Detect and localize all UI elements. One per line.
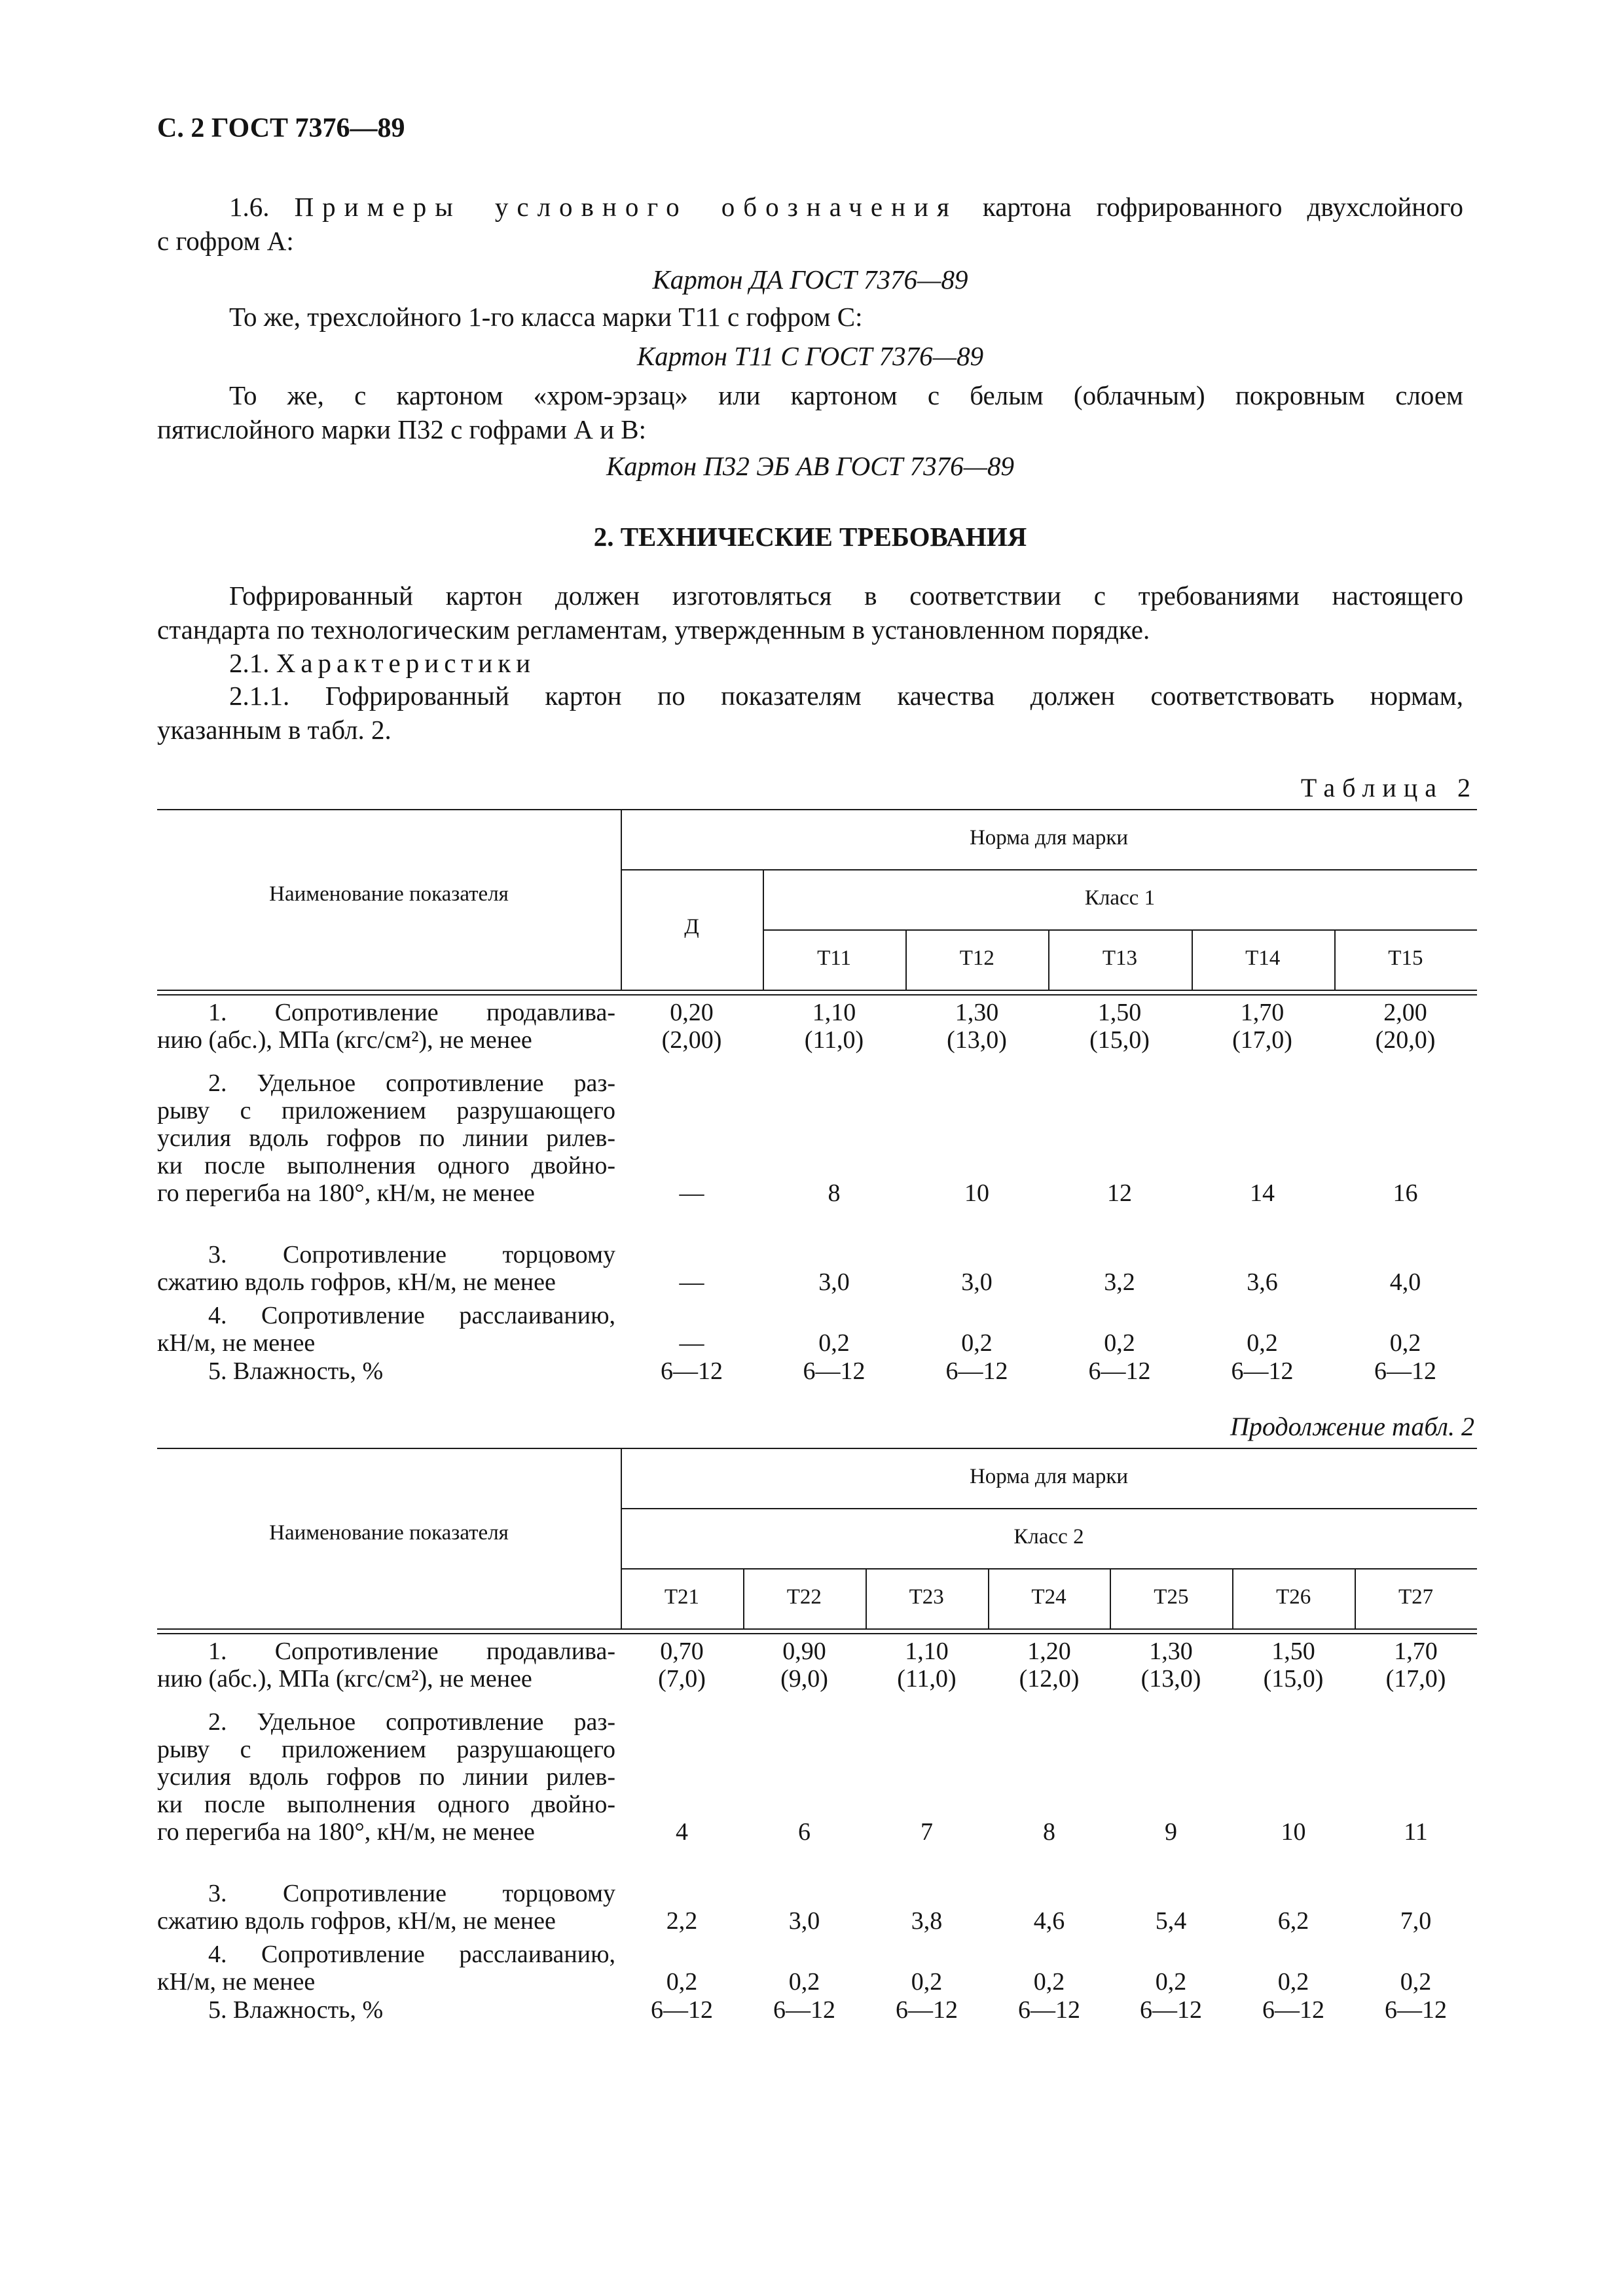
row-label: [157, 1996, 615, 2024]
cell-line: (11,0): [897, 1665, 957, 1693]
table-cell: 10: [964, 1179, 989, 1207]
cell-line: 1,70: [1240, 999, 1285, 1026]
header-class: Класс 2: [1013, 1525, 1084, 1549]
grade-header-2: Т23: [909, 1585, 944, 1609]
header-parameter-name: Наименование показателя: [269, 882, 509, 906]
cell-line: 1,10: [812, 999, 856, 1026]
table-cell: 6—12: [1231, 1357, 1294, 1385]
row-label-line: усилия вдоль гофров по линии рилев-: [157, 1124, 615, 1152]
table-cell: [1110, 1638, 1232, 1693]
table-cell: 0,2: [1247, 1329, 1278, 1357]
table-cell: —: [679, 1179, 704, 1207]
paragraph-line: указанным в табл. 2.: [157, 715, 392, 745]
header-norm: Норма для марки: [969, 826, 1129, 850]
table-cell: 4,0: [1389, 1268, 1421, 1296]
header-parameter-name: Наименование показателя: [269, 1521, 509, 1545]
table-cell: [905, 999, 1048, 1054]
table-cell: 2,2: [666, 1907, 698, 1935]
table-cell: 0,2: [666, 1968, 698, 1996]
table-cell: —: [679, 1329, 704, 1357]
table-cell: 0,2: [788, 1968, 820, 1996]
table-rule: [621, 1508, 1477, 1509]
table-cell: 3,0: [818, 1268, 850, 1296]
table-cell: 0,2: [1400, 1968, 1432, 1996]
row-label: [157, 999, 615, 1054]
table-rule: [763, 929, 1477, 931]
grade-header-1: Т22: [786, 1585, 822, 1609]
table-cell: 6—12: [945, 1357, 1008, 1385]
row-label: [157, 1638, 615, 1693]
paragraph-line: пятислойного марки П32 с гофрами А и В:: [157, 414, 647, 444]
table-cell: 0,2: [1155, 1968, 1187, 1996]
cell-line: (11,0): [804, 1026, 864, 1054]
row-label: [157, 1941, 615, 1996]
paragraph-line: стандарта по технологическим регламентам, утвержденным в установленном порядке.: [157, 615, 1150, 645]
grade-header-6: Т27: [1398, 1585, 1434, 1609]
table-cell: 0,2: [911, 1968, 943, 1996]
table-cell: 0,2: [1104, 1329, 1135, 1357]
clause-2-1: [157, 646, 1463, 680]
paragraph-same-5ply: [157, 378, 1463, 446]
table-caption-continuation: Продолжение табл. 2: [1230, 1412, 1474, 1441]
paragraph-line: Гофрированный картон должен изготовляться в соответствии с требованиями настоящего: [229, 581, 1463, 611]
cell-line: 1,20: [1027, 1638, 1071, 1665]
paragraph-text: картона гофрированного двухслойного: [982, 192, 1464, 222]
table-cell: 0,2: [1277, 1968, 1309, 1996]
table-cell: 4: [676, 1818, 688, 1846]
table-cell: 5,4: [1155, 1907, 1187, 1935]
table-rule: [621, 869, 1477, 870]
table-rule: [1110, 1568, 1111, 1628]
section-title: 2. ТЕХНИЧЕСКИЕ ТРЕБОВАНИЯ: [593, 522, 1027, 552]
table-cell: 6—12: [803, 1357, 866, 1385]
cell-line: 1,30: [1149, 1638, 1193, 1665]
grade-header-1: Т12: [959, 946, 994, 970]
paragraph-same-3ply: [157, 300, 1463, 334]
cell-line: 1,50: [1271, 1638, 1315, 1665]
table-cell: 7,0: [1400, 1907, 1432, 1935]
header-class: Класс 1: [1084, 886, 1156, 910]
grade-header-4: Т25: [1154, 1585, 1189, 1609]
table-cell: 6—12: [1262, 1996, 1324, 2024]
paragraph-1-6: [157, 190, 1463, 258]
table-cell: 14: [1250, 1179, 1275, 1207]
table-cell: 0,2: [818, 1329, 850, 1357]
row-label: [157, 1357, 615, 1385]
cell-line: (13,0): [1140, 1665, 1201, 1693]
row-label: [157, 1302, 615, 1357]
row-label-line: 3. Сопротивление торцовому: [208, 1241, 615, 1268]
table-rule: [1232, 1568, 1233, 1628]
grade-header-3: Т14: [1245, 946, 1281, 970]
row-label-line: рыву с приложением разрушающего: [157, 1097, 615, 1124]
clause-2-1-1: [157, 679, 1463, 747]
row-label-line: нию (абс.), МПа (кгс/см²), не менее: [157, 1665, 532, 1693]
row-label-line: ки после выполнения одного двойно-: [157, 1791, 615, 1818]
cell-line: 1,70: [1394, 1638, 1438, 1665]
table-cell: 3,8: [911, 1907, 943, 1935]
table-rule: [157, 990, 1477, 996]
cell-line: (17,0): [1385, 1665, 1446, 1693]
grade-header-2: Т13: [1102, 946, 1138, 970]
header-grade-d: Д: [684, 915, 699, 939]
row-label: [157, 1069, 615, 1207]
table-cell: 6—12: [651, 1996, 713, 2024]
cell-line: 0,70: [660, 1638, 704, 1665]
table-rule: [743, 1568, 744, 1628]
row-label-line: кН/м, не менее: [157, 1968, 316, 1996]
spaced-term: Примеры условного обозначения: [294, 192, 958, 222]
table-rule: [988, 1568, 989, 1628]
table-cell: 3,6: [1247, 1268, 1278, 1296]
cell-line: 0,90: [782, 1638, 826, 1665]
table-cell: 6—12: [661, 1357, 723, 1385]
table-rule: [1334, 929, 1336, 990]
cell-line: (2,00): [661, 1026, 722, 1054]
table-2: [157, 809, 1477, 1385]
cell-line: (13,0): [947, 1026, 1007, 1054]
cell-line: (7,0): [658, 1665, 706, 1693]
table-cell: 7: [921, 1818, 933, 1846]
row-label-line: 4. Сопротивление расслаиванию,: [208, 1302, 615, 1329]
cell-line: (17,0): [1232, 1026, 1292, 1054]
designation-example-3: Картон П32 ЭБ АВ ГОСТ 7376—89: [606, 451, 1015, 481]
table-cell: 6—12: [1088, 1357, 1151, 1385]
row-label-line: 1. Сопротивление продавлива-: [208, 999, 615, 1026]
table-cell: 4,6: [1033, 1907, 1065, 1935]
table-cell: 16: [1393, 1179, 1418, 1207]
table-cell: 8: [1043, 1818, 1055, 1846]
table-cell: [621, 1638, 743, 1693]
paragraph-line: 2.1.1. Гофрированный картон по показателям качества должен соответствовать нормам,: [229, 681, 1463, 711]
table-cell: —: [679, 1268, 704, 1296]
table-rule: [1355, 1568, 1356, 1628]
cell-line: (12,0): [1019, 1665, 1080, 1693]
row-label-line: 5. Влажность, %: [208, 1357, 384, 1385]
cell-line: (15,0): [1263, 1665, 1324, 1693]
table-cell: [1232, 1638, 1355, 1693]
table-cell: 10: [1281, 1818, 1306, 1846]
cell-line: 0,20: [670, 999, 714, 1026]
cell-line: (9,0): [780, 1665, 828, 1693]
table-cell: 6—12: [896, 1996, 958, 2024]
table-cell: 11: [1404, 1818, 1428, 1846]
running-header: С. 2 ГОСТ 7376—89: [157, 113, 405, 143]
table-rule: [1048, 929, 1049, 990]
designation-example-2: Картон Т11 С ГОСТ 7376—89: [636, 341, 984, 371]
table-cell: 6—12: [1018, 1996, 1080, 2024]
row-label: [157, 1708, 615, 1846]
row-label: [157, 1241, 615, 1296]
table-cell: 0,2: [1389, 1329, 1421, 1357]
table-cell: 0,2: [961, 1329, 993, 1357]
row-label-line: го перегиба на 180°, кН/м, не менее: [157, 1179, 535, 1207]
table-cell: [621, 999, 763, 1054]
row-label-line: 1. Сопротивление продавлива-: [208, 1638, 615, 1665]
row-label-line: сжатию вдоль гофров, кН/м, не менее: [157, 1268, 556, 1296]
table-rule: [157, 809, 1477, 810]
paragraph-line: с гофром А:: [157, 226, 294, 256]
cell-line: 2,00: [1383, 999, 1427, 1026]
table-cell: 3,0: [961, 1268, 993, 1296]
table-cell: 6—12: [1385, 1996, 1447, 2024]
table-rule: [1192, 929, 1193, 990]
row-label-line: 5. Влажность, %: [208, 1996, 384, 2024]
table-cell: 9: [1165, 1818, 1177, 1846]
row-label-line: 2. Удельное сопротивление раз-: [208, 1069, 615, 1097]
table-cell: 3,0: [788, 1907, 820, 1935]
paragraph-line: То же, трехслойного 1-го класса марки Т11 с гофром С:: [229, 302, 863, 332]
spaced-term: Характеристики: [276, 648, 536, 678]
table-caption: Таблица 2: [1300, 773, 1478, 802]
row-label-line: сжатию вдоль гофров, кН/м, не менее: [157, 1907, 556, 1935]
table-rule: [866, 1568, 867, 1628]
table-cell: [1355, 1638, 1477, 1693]
row-label-line: 2. Удельное сопротивление раз-: [208, 1708, 615, 1736]
row-label-line: усилия вдоль гофров по линии рилев-: [157, 1763, 615, 1791]
table-cell: [1334, 999, 1477, 1054]
cell-line: 1,30: [955, 999, 999, 1026]
grade-header-0: Т11: [817, 946, 852, 970]
table-cell: 6: [798, 1818, 811, 1846]
table-rule: [621, 1568, 1477, 1570]
row-label-line: рыву с приложением разрушающего: [157, 1736, 615, 1763]
row-label-line: 3. Сопротивление торцовому: [208, 1880, 615, 1907]
table-cell: [763, 999, 905, 1054]
table-cell: 0,2: [1033, 1968, 1065, 1996]
table-cell: 3,2: [1104, 1268, 1135, 1296]
paragraph-line: То же, с картоном «хром-эрзац» или картоном с белым (облачным) покровным слоем: [229, 380, 1463, 410]
row-label: [157, 1880, 615, 1935]
grade-header-0: Т21: [664, 1585, 700, 1609]
table-cell: [1191, 999, 1334, 1054]
table-cell: [1048, 999, 1191, 1054]
cell-line: (20,0): [1375, 1026, 1436, 1054]
cell-line: (15,0): [1089, 1026, 1150, 1054]
table-cell: [866, 1638, 988, 1693]
grade-header-3: Т24: [1031, 1585, 1067, 1609]
table-rule: [157, 1448, 1477, 1449]
table-cell: [743, 1638, 866, 1693]
table-cell: 8: [828, 1179, 841, 1207]
cell-line: 1,10: [905, 1638, 949, 1665]
table-cell: [988, 1638, 1110, 1693]
table-rule: [905, 929, 907, 990]
table-cell: 6—12: [1140, 1996, 1202, 2024]
table-cell: 12: [1107, 1179, 1132, 1207]
clause-number: 1.6.: [229, 192, 270, 222]
grade-header-5: Т26: [1276, 1585, 1311, 1609]
paragraph-intro: [157, 579, 1463, 647]
table-rule: [157, 1628, 1477, 1634]
row-label-line: кН/м, не менее: [157, 1329, 316, 1357]
header-norm: Норма для марки: [969, 1465, 1129, 1488]
clause-number: 2.1.: [229, 648, 270, 678]
table-cell: 6,2: [1277, 1907, 1309, 1935]
row-label-line: нию (абс.), МПа (кгс/см²), не менее: [157, 1026, 532, 1054]
grade-header-4: Т15: [1388, 946, 1423, 970]
table-cell: 6—12: [1374, 1357, 1436, 1385]
table-2-continuation: [157, 1448, 1477, 2024]
designation-example-1: Картон ДА ГОСТ 7376—89: [652, 264, 968, 295]
row-label-line: го перегиба на 180°, кН/м, не менее: [157, 1818, 535, 1846]
row-label-line: 4. Сопротивление расслаиванию,: [208, 1941, 615, 1968]
row-label-line: ки после выполнения одного двойно-: [157, 1152, 615, 1179]
cell-line: 1,50: [1097, 999, 1142, 1026]
table-cell: 6—12: [773, 1996, 835, 2024]
